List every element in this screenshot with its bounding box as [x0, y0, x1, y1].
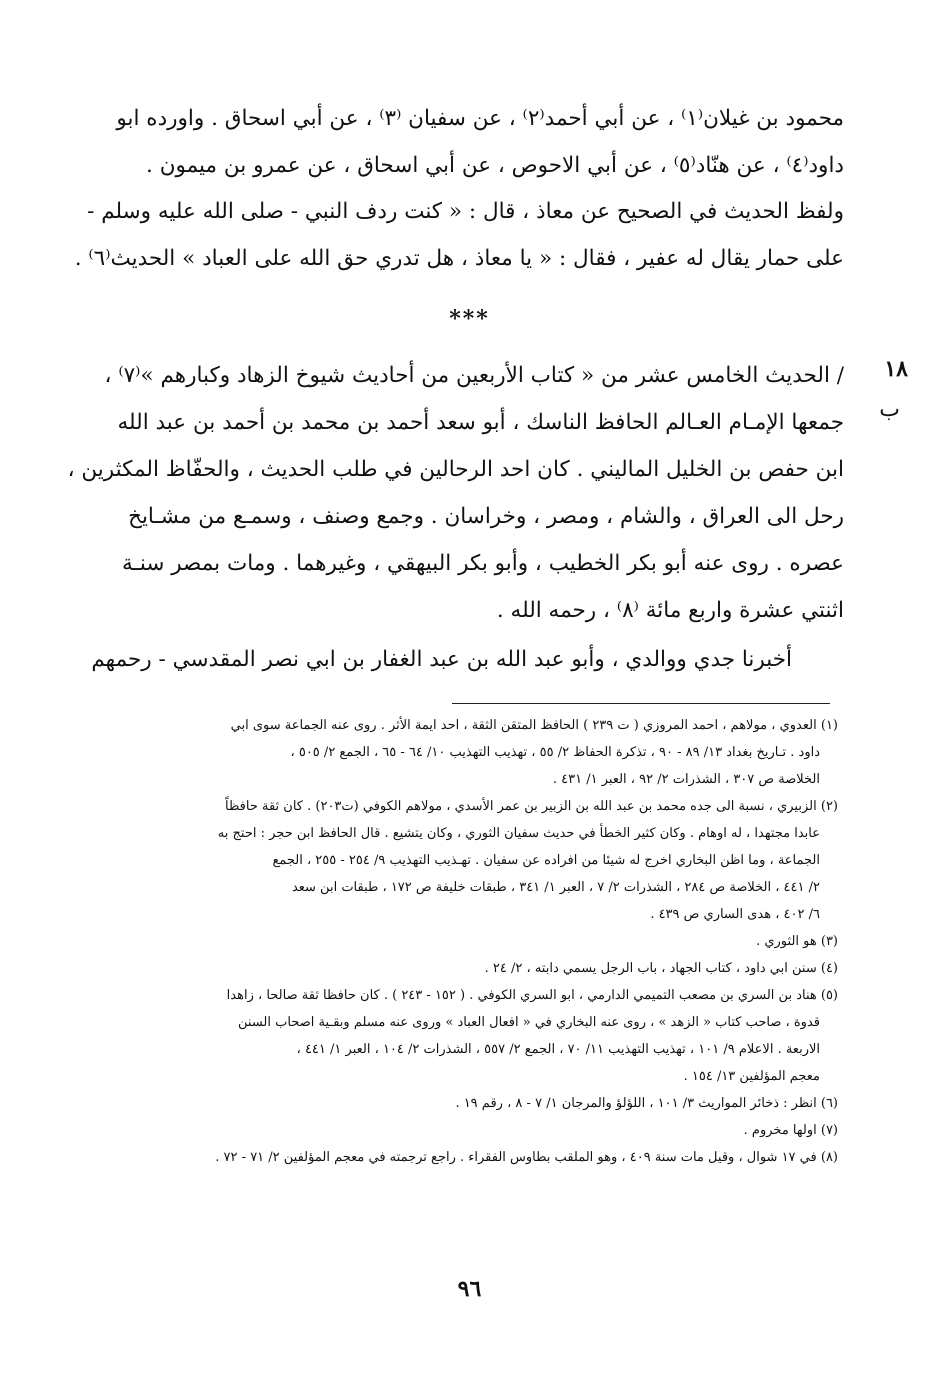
footnote-line: (٣) هو الثوري .	[756, 934, 838, 949]
footnote-8	[78, 1144, 838, 1171]
footnote-4	[78, 955, 838, 982]
footnote-line: عابدا مجتهدا ، له اوهام . وكان كثير الخطأ في حديث سفيان الثوري ، وكان يتشيع . قال الحافظ ابن حجر : احتج به	[217, 826, 820, 841]
section-line: عصره . روى عنه أبو بكر الخطيب ، وأبو بكر البيهقي ، وغيرهما . ومات بمصر سنـة	[122, 551, 844, 576]
manuscript-folio-reference	[848, 356, 908, 422]
page-number: ٩٦	[457, 1276, 482, 1302]
footnote-line: (٥) هناد بن السري بن مصعب التميمي الدارمي ، ابو السري الكوفي . ( ١٥٢ - ٢٤٣ ) . كان حافظا ثقة صالحا ، زاهدا	[226, 988, 838, 1003]
section-separator: ***	[449, 306, 490, 332]
section-line: جمعها الإمـام العـالم الحافظ الناسك ، أبو سعد أحمد بن محمد بن أحمد بن عبد الله	[117, 410, 844, 435]
footnote-line: داود . تـاريخ بغداد ١٣/ ٨٩ - ٩٠ ، تذكرة الحفاظ ٢/ ٥٥ ، تهذيب التهذيب ١٠/ ٦٤ - ٦٥ ، الجمع ٢/ ٥٠٥ ،	[290, 745, 820, 760]
footnote-1	[78, 712, 838, 793]
footnote-7	[78, 1117, 838, 1144]
footnote-divider	[452, 703, 830, 704]
folio-number: ١٨	[884, 356, 908, 382]
footnote-line: الجماعة ، وما اظن البخاري اخرج له شيئا من افراده عن سفيان . تهـذيب التهذيب ٩/ ٢٥٤ - ٢٥٥ ، الجمع	[272, 853, 820, 868]
main-text	[74, 96, 844, 282]
main-text-line: محمود بن غيلان⁽١⁾ ، عن أبي أحمد⁽٢⁾ ، عن سفيان ⁽٣⁾ ، عن أبي اسحاق . واورده ابو	[116, 106, 844, 131]
footnote-2	[78, 793, 838, 928]
footnote-3	[78, 928, 838, 955]
footnote-line: (٨) في ١٧ شوال ، وقيل مات سنة ٤٠٩ ، وهو الملقب بطاوس الفقراء . راجع ترجمته في معجم المؤلفين ٢/ ٧١ - ٧٢ .	[215, 1150, 838, 1165]
folio-side: ب	[879, 397, 900, 422]
section-last-line: أخبرنا جدي ووالدي ، وأبو عبد الله بن عبد الغفار بن ابي نصر المقدسي - رحمهم	[91, 647, 792, 672]
footnotes	[78, 712, 838, 1171]
footnote-line: (١) العدوي ، مولاهم ، احمد المروزي ( ت ٢٣٩ ) الحافظ المتقن الثقة ، احد ايمة الأثر . روى عنه الجماعة سوى ابي	[230, 718, 838, 733]
footnote-line: ٦/ ٤٠٢ ، هدى الساري ص ٤٣٩ .	[650, 907, 820, 922]
section-line: / الحديث الخامس عشر من « كتاب الأربعين من أحاديث شيوخ الزهاد وكبارهم »⁽٧⁾ ،	[104, 363, 844, 388]
footnote-line: معجم المؤلفين ١٣/ ١٥٤ .	[683, 1069, 820, 1084]
footnote-line: (٧) اولها مخروم .	[743, 1123, 838, 1138]
footnote-line: الاربعة . الاعلام ٩/ ١٠١ ، تهذيب التهذيب ١١/ ٧٠ ، الجمع ٢/ ٥٥٧ ، الشذرات ٢/ ١٠٤ ، العبر ١/ ٤٤١ ،	[296, 1042, 820, 1057]
footnote-line: (٢) الزبيري ، نسبة الى جده محمد بن عبد الله بن الزبير بن عمر الأسدي ، مولاهم الكوفي (ت٢٠٣) . كان ثقة حافظاً	[225, 799, 838, 814]
main-text-line: داود⁽٤⁾ ، عن هنّاد⁽٥⁾ ، عن أبي الاحوص ، عن أبي اسحاق ، عن عمرو بن ميمون .	[146, 152, 844, 178]
section-line: اثنتي عشرة واربع مائة ⁽٨⁾ ، رحمه الله .	[496, 598, 844, 623]
main-text-line: على حمار يقال له عفير ، فقال : « يا معاذ ، هل تدري حق الله على العباد » الحديث⁽٦⁾ .	[74, 245, 844, 271]
footnote-line: (٦) انظر : ذخائر المواريث ٣/ ١٠١ ، اللؤلؤ والمرجان ١/ ٧ - ٨ ، رقم ١٩ .	[455, 1096, 838, 1111]
footnote-5	[78, 982, 838, 1090]
section-line: ابن حفص بن الخليل الماليني . كان احد الرحالين في طلب الحديث ، والحفّاظ المكثرين ،	[67, 457, 844, 482]
footnote-line: قدوة ، صاحب كتاب « الزهد » ، روى عنه البخاري في « افعال العباد » وروى عنه مسلم وبقـية اصحاب السنن	[238, 1015, 820, 1030]
footnote-line: ٢/ ٤٤١ ، الخلاصة ص ٢٨٤ ، الشذرات ٢/ ٧ ، العبر ١/ ٣٤١ ، طبقات خليفة ص ١٧٢ ، طبقات ابن سعد	[291, 880, 820, 895]
footnote-6	[78, 1090, 838, 1117]
section-line: رحل الى العراق ، والشام ، ومصر ، وخراسان . وجمع وصنف ، وسمـع من مشـايخ	[128, 504, 844, 529]
footnote-line: (٤) سنن ابي داود ، كتاب الجهاد ، باب الرجل يسمي دابته ، ٢/ ٢٤ .	[484, 961, 838, 976]
main-text-line: ولفظ الحديث في الصحيح عن معاذ ، قال : « كنت ردف النبي - صلى الله عليه وسلم -	[87, 199, 844, 224]
footnote-line: الخلاصة ص ٣٠٧ ، الشذرات ٢/ ٩٢ ، العبر ١/ ٤٣١ .	[552, 772, 820, 787]
hadith-section	[67, 352, 844, 634]
